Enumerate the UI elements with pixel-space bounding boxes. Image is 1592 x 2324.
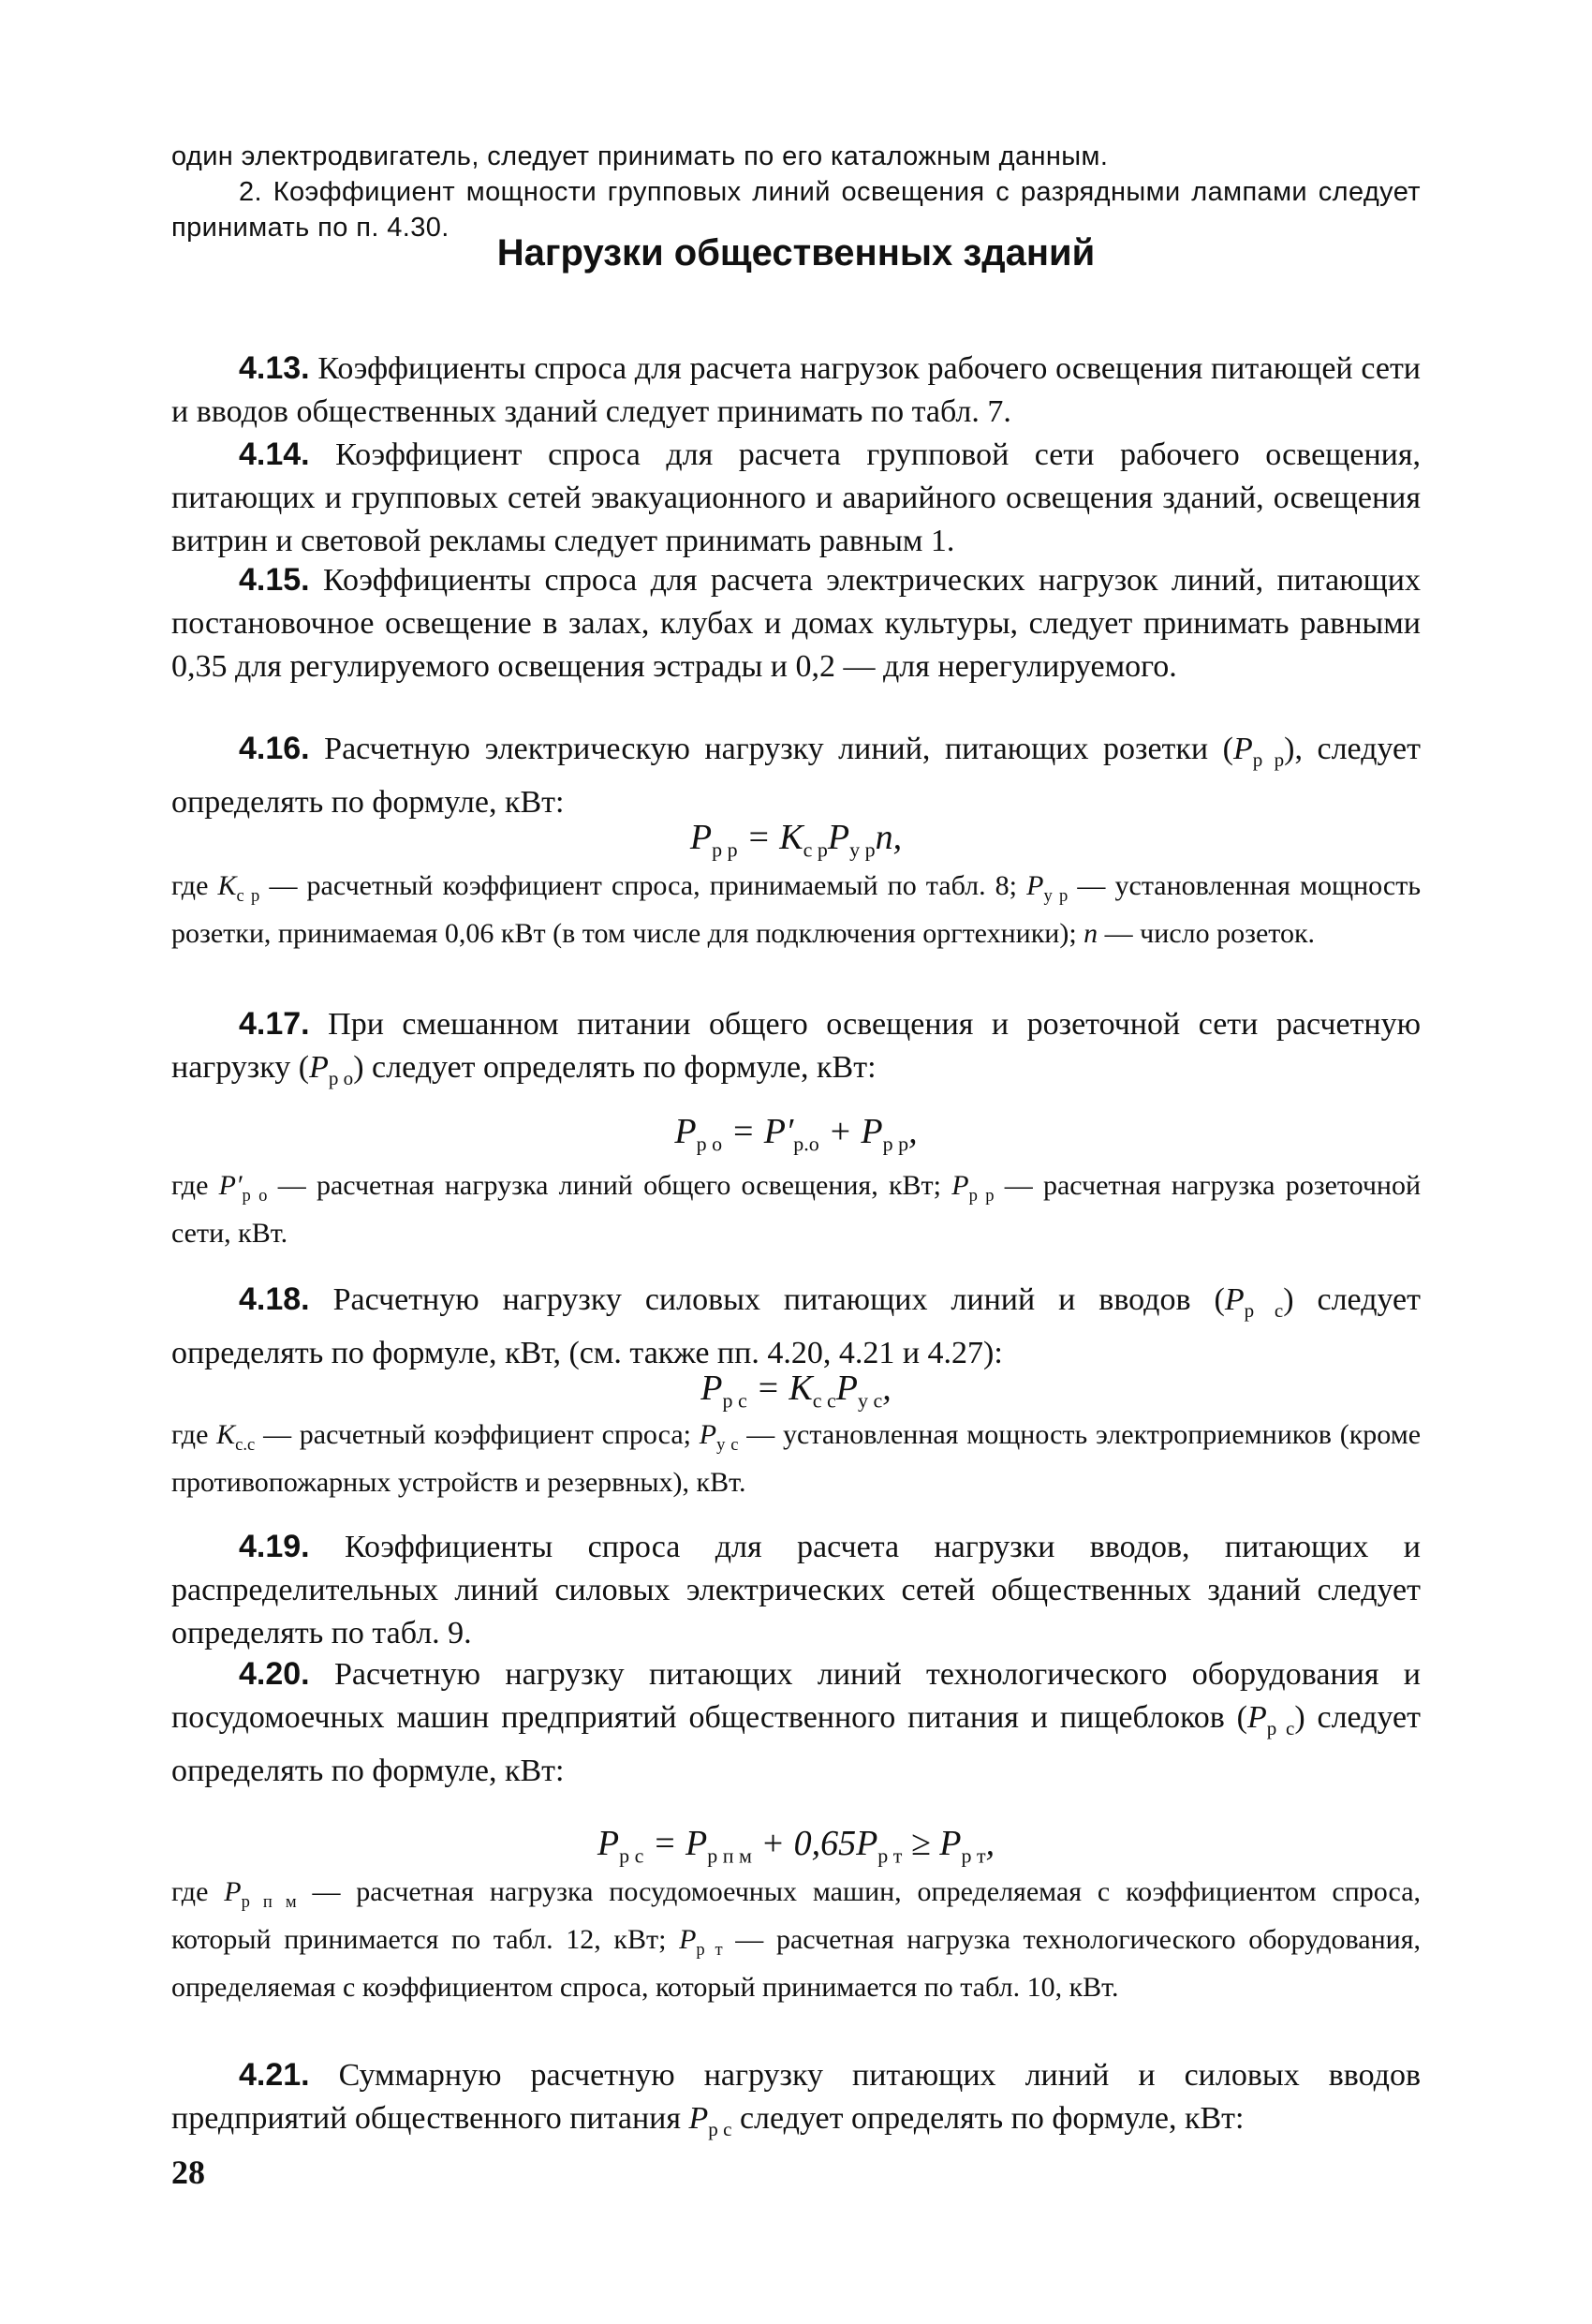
clause-number: 4.14.	[239, 437, 310, 472]
clause-text: Расчетную нагрузку силовых питающих линий и вводов (	[332, 1282, 1225, 1317]
clause-number: 4.21.	[239, 2057, 310, 2093]
clause-text: Коэффициент спроса для расчета групповой сети рабочего освещения, питающих и групповых сетей эвакуационного и аварийного освещения зданий, освещения витрин и световой рекламы следует принимать равным 1.	[171, 437, 1421, 558]
note-line-1: один электродвигатель, следует принимать по его каталожным данным.	[171, 141, 1109, 171]
clause-number: 4.19.	[239, 1529, 310, 1564]
clause-number: 4.20.	[239, 1656, 310, 1692]
clause-number: 4.17.	[239, 1006, 310, 1042]
paragraph-4-14	[171, 433, 1421, 563]
clause-text: При смешанном питании общего освещения и розеточной сети расчетную нагрузку (	[171, 1007, 1422, 1085]
paragraph-4-18: 4.18. Расчетную нагрузку силовых питающих линий и вводов $(P_{р с})$ следует определять по формуле, кВт, (см. также пп. 4.20, 4.21 и 4.27):	[171, 1281, 1421, 1370]
formula-4-17: $P_{р о} = P'_{р.о} + P_{р р}$,	[674, 1112, 918, 1156]
clause-text: Расчетную нагрузку питающих линий технологического оборудования и посудомоечных машин предприятий общественного питания и пищеблоков (	[171, 1657, 1422, 1735]
where-text: — установленная мощность розетки, принимаемая 0,06 кВт (в том числе для подключения оргтехники);	[171, 870, 1422, 949]
clause-text: ) следует определять по формуле, кВт:	[353, 1050, 877, 1085]
paragraph-4-20: 4.20. Расчетную нагрузку питающих линий технологического оборудования и посудомоечных машин предприятий общественного питания и пищеблоков $(P_{р с})$ следует определять по формуле, кВт:	[171, 1656, 1422, 1788]
where-text: — установленная мощность электроприемников (кроме противопожарных устройств и резервных), кВт.	[171, 1419, 1422, 1498]
clause-number: 4.18.	[239, 1281, 310, 1317]
where-word: где	[171, 1419, 209, 1450]
clause-text: ) следует определять по формуле, кВт, (см. также пп. 4.20, 4.21 и 4.27):	[171, 1282, 1421, 1370]
clause-text: Коэффициенты спроса для расчета нагрузки вводов, питающих и распределительных линий силовых электрических сетей общественных зданий следует определять по табл. 9.	[171, 1530, 1422, 1650]
where-word: где	[171, 1170, 209, 1201]
note-2: 2. Коэффициент мощности групповых линий освещения с разрядными лампами следует принимать по п. 4.30.	[171, 177, 1421, 243]
clause-number: 4.16.	[239, 731, 310, 766]
clause-text: следует определять по формуле, кВт:	[739, 2101, 1245, 2136]
where-text: — расчетная нагрузка розеточной сети, кВт.	[171, 1170, 1422, 1249]
clause-text: Коэффициенты спроса для расчета нагрузок рабочего освещения питающей сети и вводов общественных зданий следует принимать по табл. 7.	[171, 351, 1421, 429]
where-word: где	[171, 870, 209, 901]
paragraph-4-16: 4.16. Расчетную электрическую нагрузку линий, питающих розетки $(P_{р р})$, следует определять по формуле, кВт:	[171, 731, 1421, 820]
paragraph-4-19	[171, 1525, 1421, 1655]
note-continuation	[171, 139, 1421, 245]
where-text: — расчетный коэффициент спроса, принимаемый по табл. 8;	[269, 870, 1018, 901]
formula-4-20: $P_{р с} = P_{р п м} + 0,65P_{р т} \ge P_{р т}$,	[597, 1824, 995, 1868]
where-text: — расчетная нагрузка посудомоечных машин, определяемая с коэффициентом спроса, который принимается по табл. 12, кВт;	[171, 1876, 1422, 1955]
formula-4-18: $P_{р с} = K_{с с}P_{у с}$,	[700, 1369, 892, 1413]
formula-4-16: $P_{р р} = K_{с р}P_{у р}n$,	[689, 818, 903, 862]
where-text: — расчетная нагрузка технологического оборудования, определяемая с коэффициентом спроса, который принимается по табл. 10, кВт.	[171, 1924, 1422, 2003]
where-text: — расчетный коэффициент спроса;	[263, 1419, 692, 1450]
paragraph-4-21: 4.21. Суммарную расчетную нагрузку питающих линий и силовых вводов предприятий общественного питания $P_{р с}$ следует определять по формуле, кВт:	[171, 2057, 1421, 2140]
where-4-17: где $P'_{р о}$ — расчетная нагрузка линий общего освещения, кВт; $P_{р р}$ — расчетная нагрузка розеточной сети, кВт.	[171, 1170, 1422, 1249]
paragraph-4-13	[171, 347, 1421, 434]
clause-number: 4.13.	[239, 350, 310, 386]
where-4-16: где $K_{с р}$ — расчетный коэффициент спроса, принимаемый по табл. 8; $P_{у р}$ — установленная мощность розетки, принимаемая 0,06 кВт (в том числе для подключения оргтехники); n — число розеток.	[171, 870, 1422, 949]
where-text: — расчетная нагрузка линий общего освещения, кВт;	[277, 1170, 941, 1201]
where-text: — число розеток.	[1104, 918, 1316, 949]
section-title: Нагрузки общественных зданий	[496, 232, 1096, 274]
paragraph-4-17: 4.17. При смешанном питании общего освещения и розеточной сети расчетную нагрузку $(P_{р о})$ следует определять по формуле, кВт:	[171, 1006, 1422, 1089]
clause-text: Коэффициенты спроса для расчета электрических нагрузок линий, питающих постановочное освещение в залах, клубах и домах культуры, следует принимать равными 0,35 для регулируемого освещения эстрады и 0,2 — для нерегулируемого.	[171, 563, 1421, 684]
clause-text: Суммарную расчетную нагрузку питающих линий и силовых вводов предприятий общественного питания	[171, 2058, 1421, 2136]
where-4-18: где $K_{с.с}$ — расчетный коэффициент спроса; $P_{у с}$ — установленная мощность электроприемников (кроме противопожарных устройств и резервных), кВт.	[171, 1419, 1422, 1498]
where-4-20: где $P_{р п м}$ — расчетная нагрузка посудомоечных машин, определяемая с коэффициентом спроса, который принимается по табл. 12, кВт; $P_{р т}$ — расчетная нагрузка технологического оборудования, определяемая с коэффициентом спроса, который принимается по табл. 10, кВт.	[171, 1876, 1422, 2003]
clause-text: ) следует определять по формуле, кВт:	[171, 1700, 1422, 1788]
clause-text: Расчетную электрическую нагрузку линий, питающих розетки (	[324, 732, 1233, 766]
paragraph-4-15	[171, 558, 1421, 688]
clause-number: 4.15.	[239, 562, 310, 598]
page-number: 28	[171, 2154, 205, 2191]
clause-text: ), следует определять по формуле, кВт:	[171, 732, 1421, 820]
where-word: где	[171, 1876, 209, 1907]
